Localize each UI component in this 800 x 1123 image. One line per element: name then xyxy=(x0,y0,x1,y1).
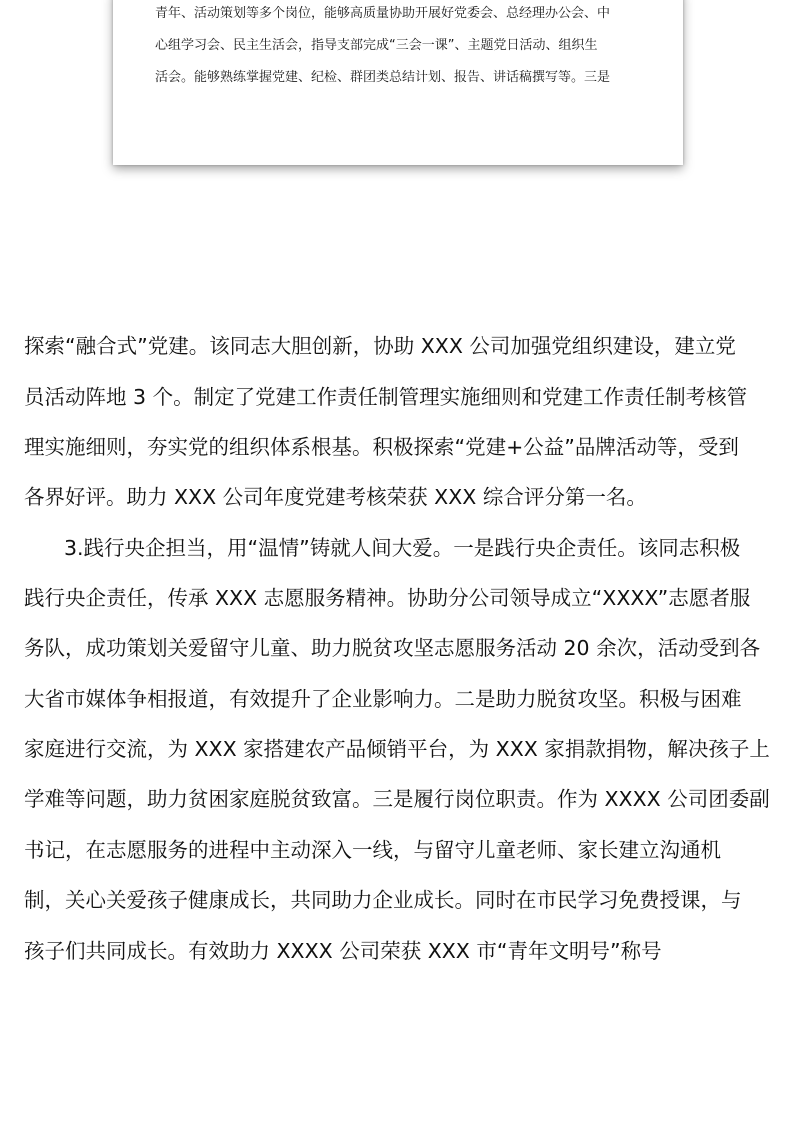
paragraph-line: 书记，在志愿服务的进程中主动深入一线，与留守儿童老师、家长建立沟通机 xyxy=(24,838,721,862)
paragraph-line: 践行央企责任，传承 XXX 志愿服务精神。协助分公司领导成立“XXXX”志愿者服 xyxy=(24,586,751,610)
paragraph-line: 学难等问题，助力贫困家庭脱贫致富。三是履行岗位职责。作为 XXXX 公司团委副 xyxy=(24,787,770,811)
paragraph-line: 务队，成功策划关爱留守儿童、助力脱贫攻坚志愿服务活动 20 余次，活动受到各 xyxy=(24,636,761,660)
paragraph-line: 各界好评。助力 XXX 公司年度党建考核荣获 XXX 综合评分第一名。 xyxy=(24,485,647,509)
paragraph-line: 家庭进行交流，为 XXX 家搭建农产品倾销平台，为 XXX 家捐款捐物，解决孩子上 xyxy=(24,737,770,761)
paragraph-line: 探索“融合式”党建。该同志大胆创新，协助 XXX 公司加强党组织建设，建立党 xyxy=(24,334,736,358)
excerpt-line: 心组学习会、民主生活会，指导支部完成“三会一课”、主题党日活动、组织生 xyxy=(155,38,598,53)
paragraph-line: 员活动阵地 3 个。制定了党建工作责任制管理实施细则和党建工作责任制考核管 xyxy=(24,385,748,409)
excerpt-card xyxy=(113,0,683,165)
paragraph-line: 大省市媒体争相报道，有效提升了企业影响力。二是助力脱贫攻坚。积极与困难 xyxy=(24,687,742,711)
paragraph-line: 制，关心关爱孩子健康成长，共同助力企业成长。同时在市民学习免费授课，与 xyxy=(24,888,742,912)
excerpt-line: 活会。能够熟练掌握党建、纪检、群团类总结计划、报告、讲话稿撰写等。三是 xyxy=(155,70,611,85)
paragraph-line: 理实施细则，夯实党的组织体系根基。积极探索“党建+公益”品牌活动等，受到 xyxy=(24,435,739,459)
paragraph-line: 孩子们共同成长。有效助力 XXXX 公司荣获 XXX 市“青年文明号”称号 xyxy=(24,939,662,963)
paragraph-line: 3.践行央企担当，用“温情”铸就人间大爱。一是践行央企责任。该同志积极 xyxy=(64,536,741,560)
excerpt-line: 青年、活动策划等多个岗位，能够高质量协助开展好党委会、总经理办公会、中 xyxy=(155,6,611,21)
